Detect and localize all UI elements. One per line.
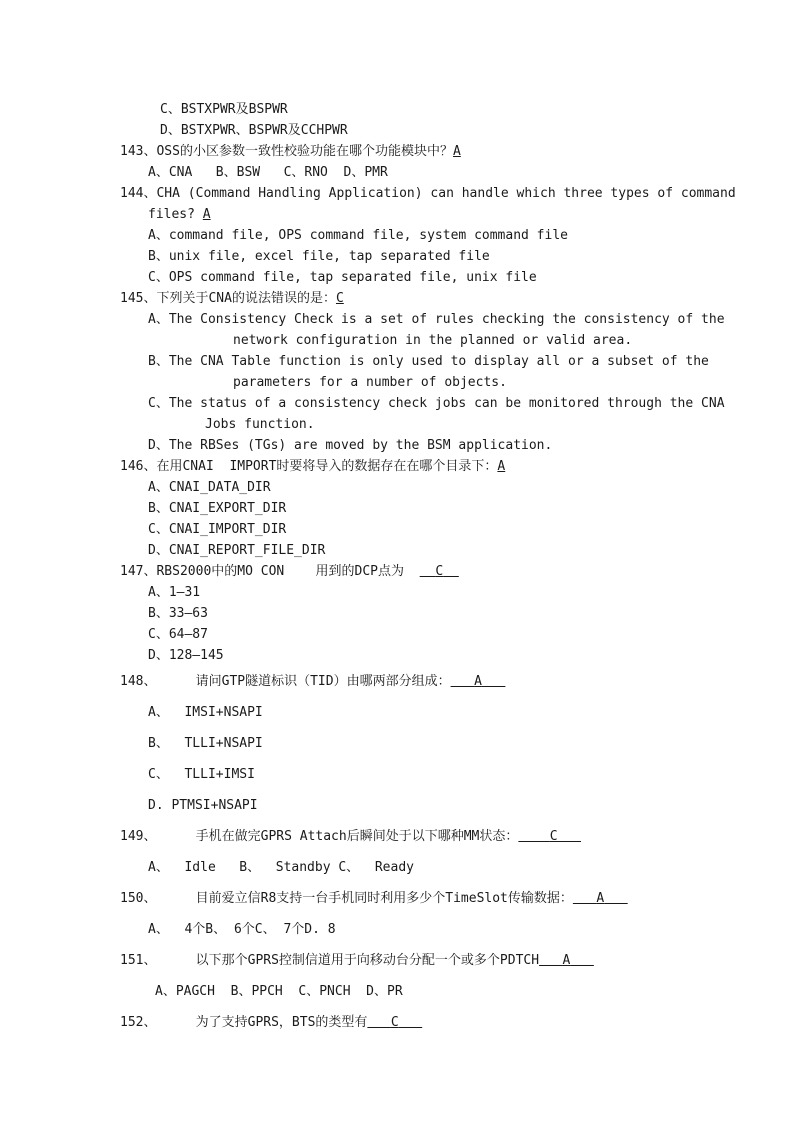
- question-text: 143、OSS的小区参数一致性校验功能在哪个功能模块中？: [120, 144, 453, 159]
- question-147: [120, 564, 459, 580]
- question-text: 152、 为了支持GPRS，BTS的类型有: [120, 1015, 368, 1030]
- option-text: D、The RBSes (TGs) are moved by the BSM application.: [148, 438, 553, 453]
- option-text: B、unix file, excel file, tap separated file: [148, 249, 490, 264]
- option-text: B、33—63: [148, 606, 208, 621]
- question-text: 146、在用CNAI IMPORT时要将导入的数据存在在哪个目录下：: [120, 459, 498, 474]
- option-text: D. PTMSI+NSAPI: [148, 798, 258, 813]
- question-text: 147、RBS2000中的MO CON 用到的DCP点为: [120, 564, 420, 579]
- question-text: 151、 以下那个GPRS控制信道用于向移动台分配一个或多个PDTCH: [120, 953, 540, 968]
- question-151: [120, 953, 594, 969]
- question-145: [120, 291, 344, 307]
- option-text: B、The CNA Table function is only used to display all or a subset of the: [148, 354, 709, 369]
- option-text: A、 Idle B、 Standby C、 Ready: [148, 860, 414, 875]
- question-text: 150、 目前爱立信R8支持一台手机同时利用多少个TimeSlot传输数据：: [120, 891, 573, 906]
- option-text: C、The status of a consistency check jobs can be monitored through the CNA: [148, 396, 725, 411]
- option-text: B、CNAI_EXPORT_DIR: [148, 501, 287, 516]
- answer-mark: C: [549, 829, 558, 844]
- answer-mark: A: [562, 953, 571, 968]
- option-text: A、command file, OPS command file, system command file: [148, 228, 568, 243]
- answer-mark: A: [202, 207, 211, 222]
- question-146: [120, 459, 505, 475]
- option-text: A、1—31: [148, 585, 201, 600]
- option-text: A、CNA B、BSW C、RNO D、PMR: [148, 165, 388, 180]
- question-149: [120, 829, 581, 845]
- answer-mark: C: [435, 564, 444, 579]
- option-text: A、 4个B、 6个C、 7个D. 8: [148, 922, 336, 937]
- question-143: [120, 144, 461, 160]
- option-text: D、CNAI_REPORT_FILE_DIR: [148, 543, 326, 558]
- option-text: C、BSTXPWR及BSPWR: [160, 102, 288, 117]
- question-text: 149、 手机在做完GPRS Attach后瞬间处于以下哪种MM状态：: [120, 829, 519, 844]
- question-144-cont: [148, 207, 211, 223]
- option-text: A、 IMSI+NSAPI: [148, 705, 263, 720]
- answer-mark: C: [335, 291, 344, 306]
- option-text: A、CNAI_DATA_DIR: [148, 480, 271, 495]
- question-text: files?: [148, 207, 195, 222]
- option-text: A、The Consistency Check is a set of rules checking the consistency of the: [148, 312, 725, 327]
- question-148: [120, 674, 505, 690]
- answer-mark: C: [390, 1015, 399, 1030]
- option-text: parameters for a number of objects.: [233, 375, 507, 390]
- option-text: C、CNAI_IMPORT_DIR: [148, 522, 287, 537]
- question-150: [120, 891, 628, 907]
- option-text: A、PAGCH B、PPCH C、PNCH D、PR: [155, 984, 403, 999]
- answer-mark: A: [474, 674, 482, 689]
- question-text: 145、下列关于CNA的说法错误的是：: [120, 291, 336, 306]
- option-text: C、64—87: [148, 627, 208, 642]
- answer-mark: A: [452, 144, 461, 159]
- question-text: 148、 请问GTP隧道标识（TID）由哪两部分组成：: [120, 674, 451, 689]
- answer-mark: A: [596, 891, 605, 906]
- option-text: C、OPS command file, tap separated file, unix file: [148, 270, 537, 285]
- option-text: D、128—145: [148, 648, 224, 663]
- option-text: D、BSTXPWR、BSPWR及CCHPWR: [160, 123, 348, 138]
- question-144: 144、CHA (Command Handling Application) can handle which three types of command: [120, 186, 736, 201]
- option-text: B、 TLLI+NSAPI: [148, 736, 263, 751]
- option-text: Jobs function.: [205, 417, 315, 432]
- question-152: [120, 1015, 422, 1031]
- option-text: C、 TLLI+IMSI: [148, 767, 255, 782]
- answer-mark: A: [497, 459, 506, 474]
- option-text: network configuration in the planned or valid area.: [233, 333, 633, 348]
